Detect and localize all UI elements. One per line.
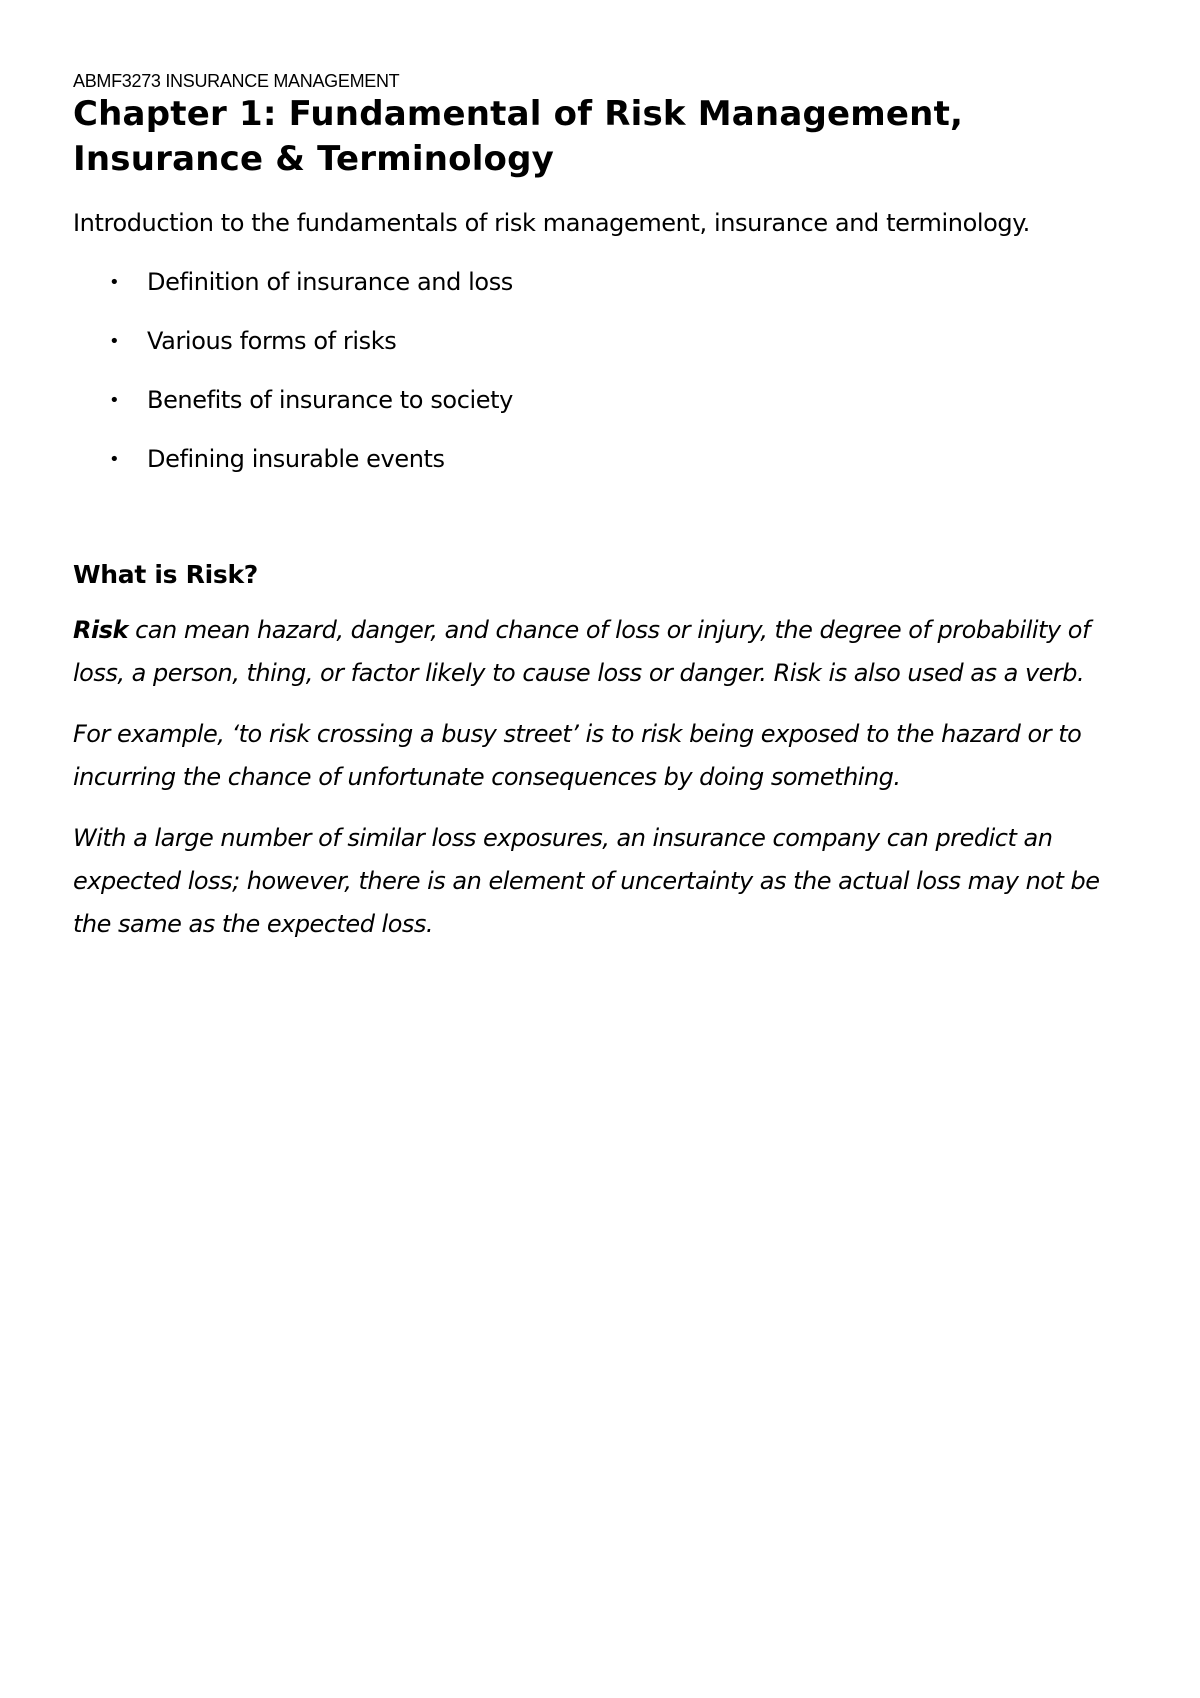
- example-paragraph: For example, ‘to risk crossing a busy street’ is to risk being exposed to the hazard or to incurring the chance of unfortunate consequences by doing something.: [73, 720, 1082, 791]
- risk-definition-paragraph: [73, 609, 1133, 695]
- definition-text: can mean hazard, danger, and chance of loss or injury, the degree of probability of loss, a person, thing, or factor likely to cause loss or danger. Risk is also used as a verb.: [73, 616, 1090, 687]
- bullet-icon: •: [109, 449, 120, 470]
- list-item: [73, 430, 1133, 489]
- section-heading: What is Risk?: [73, 560, 258, 589]
- definition-term: Risk: [73, 616, 128, 644]
- bullet-icon: •: [109, 390, 120, 411]
- topic-text: Benefits of insurance to society: [147, 386, 513, 414]
- list-item: [73, 312, 1133, 371]
- list-item: [73, 253, 1133, 312]
- topic-text: Various forms of risks: [147, 327, 397, 355]
- bullet-icon: •: [109, 331, 120, 352]
- topic-text: Definition of insurance and loss: [147, 268, 513, 296]
- bullet-icon: •: [109, 272, 120, 293]
- course-code-header: ABMF3273 INSURANCE MANAGEMENT: [73, 71, 400, 91]
- intro-paragraph: Introduction to the fundamentals of risk management, insurance and terminology.: [73, 209, 1030, 237]
- list-item: [73, 371, 1133, 430]
- topic-list: [73, 253, 1133, 489]
- chapter-title: Chapter 1: Fundamental of Risk Management, Insurance & Terminology: [73, 94, 964, 179]
- uncertainty-paragraph: With a large number of similar loss exposures, an insurance company can predict an expected loss; however, there is an element of uncertainty as the actual loss may not be the same as the expected loss.: [73, 824, 1100, 938]
- document-page: [73, 70, 1133, 946]
- topic-text: Defining insurable events: [147, 445, 445, 473]
